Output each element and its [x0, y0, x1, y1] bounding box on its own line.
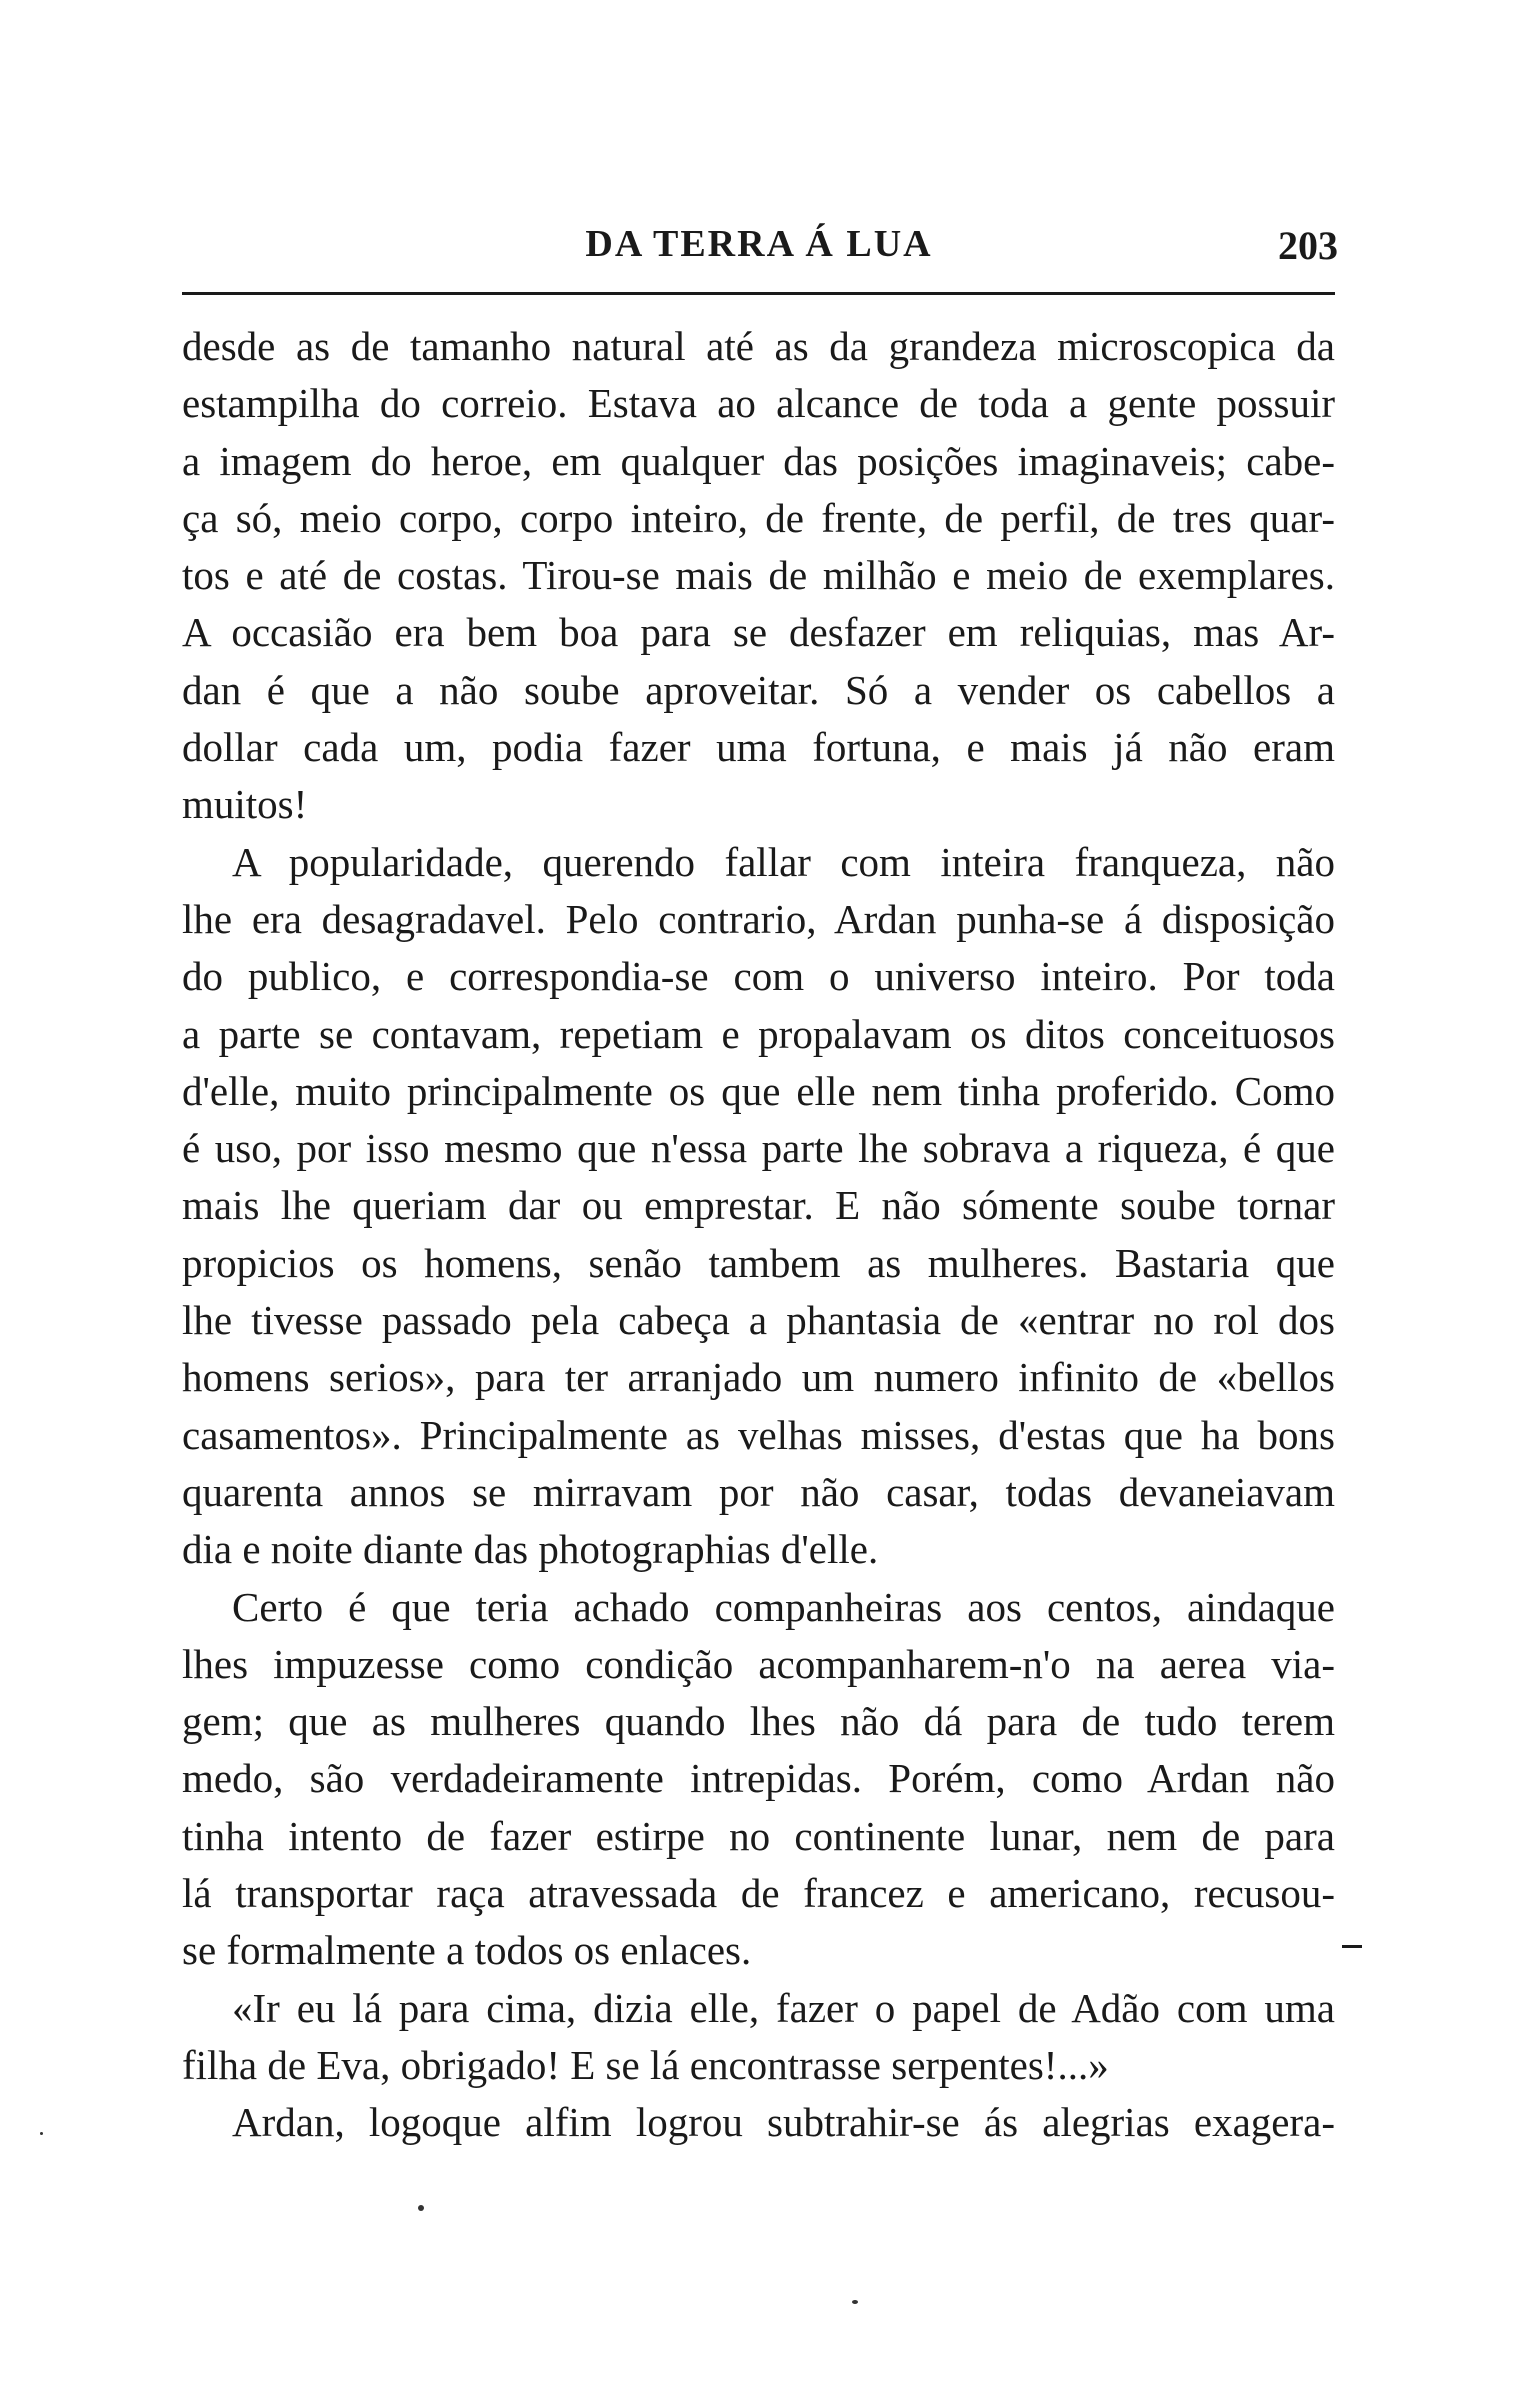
- text-line: filha de Eva, obrigado! E se lá encontrasse serpentes!...»: [182, 2041, 1109, 2088]
- text-line: lá transportar raça atravessada de francez e americano, recusou-: [182, 1870, 1335, 1917]
- text-line: medo, são verdadeiramente intrepidas. Porém, como Ardan não: [182, 1755, 1335, 1802]
- text-line: quarenta annos se mirravam por não casar, todas devaneiavam: [182, 1468, 1335, 1515]
- text-line: d'elle, muito principalmente os que elle nem tinha proferido. Como: [182, 1067, 1335, 1114]
- text-line: propicios os homens, senão tambem as mulheres. Bastaria que: [182, 1239, 1335, 1286]
- text-line: lhe era desagradavel. Pelo contrario, Ardan punha-se á disposição: [182, 895, 1335, 942]
- text-line: a parte se contavam, repetiam e propalavam os ditos conceituosos: [182, 1010, 1335, 1057]
- text-line: casamentos». Principalmente as velhas misses, d'estas que ha bons: [182, 1411, 1335, 1458]
- text-line: se formalmente a todos os enlaces.: [182, 1927, 752, 1974]
- body-text: [182, 318, 1335, 2152]
- text-line: A occasião era bem boa para se desfazer em reliquias, mas Ar-: [182, 609, 1335, 656]
- ink-speck: [418, 2205, 424, 2211]
- text-line: mais lhe queriam dar ou emprestar. E não sómente soube tornar: [182, 1182, 1335, 1229]
- text-line: tinha intento de fazer estirpe no continente lunar, nem de para: [182, 1812, 1335, 1859]
- paragraph-first-line: A popularidade, querendo fallar com inteira franqueza, não: [232, 838, 1335, 885]
- paragraph-first-line: Ardan, logoque alfim logrou subtrahir-se ás alegrias exagera-: [232, 2099, 1335, 2146]
- text-line: ça só, meio corpo, corpo inteiro, de frente, de perfil, de tres quar-: [182, 494, 1335, 541]
- text-line: homens serios», para ter arranjado um numero infinito de «bellos: [182, 1354, 1335, 1401]
- text-line: a imagem do heroe, em qualquer das posições imaginaveis; cabe-: [182, 437, 1335, 484]
- page-number: 203: [1278, 223, 1338, 268]
- paragraph-first-line: «Ir eu lá para cima, dizia elle, fazer o papel de Adão com uma: [232, 1984, 1335, 2031]
- text-line: dan é que a não soube aproveitar. Só a vender os cabellos a: [182, 666, 1335, 713]
- text-line: do publico, e correspondia-se com o universo inteiro. Por toda: [182, 953, 1335, 1000]
- header-rule: [182, 292, 1335, 295]
- text-line: lhes impuzesse como condição acompanharem-n'o na aerea via-: [182, 1640, 1335, 1687]
- text-line: estampilha do correio. Estava ao alcance de toda a gente possuir: [182, 380, 1335, 427]
- text-line: dia e noite diante das photographias d'elle.: [182, 1526, 879, 1573]
- text-line: desde as de tamanho natural até as da grandeza microscopica da: [182, 323, 1335, 369]
- text-line: muitos!: [182, 781, 308, 828]
- paragraph-first-line: Certo é que teria achado companheiras aos centos, aindaque: [232, 1583, 1335, 1630]
- ink-speck: [40, 2132, 43, 2135]
- text-line: dollar cada um, podia fazer uma fortuna, e mais já não eram: [182, 724, 1335, 771]
- text-line: tos e até de costas. Tirou-se mais de milhão e meio de exemplares.: [182, 552, 1335, 599]
- running-head: [180, 222, 1338, 282]
- text-line: lhe tivesse passado pela cabeça a phantasia de «entrar no rol dos: [182, 1297, 1335, 1344]
- ink-speck: [852, 2300, 858, 2304]
- text-line: gem; que as mulheres quando lhes não dá para de tudo terem: [182, 1698, 1335, 1745]
- running-title: DA TERRA Á LUA: [585, 223, 933, 265]
- margin-mark: [1342, 1945, 1362, 1948]
- text-line: é uso, por isso mesmo que n'essa parte lhe sobrava a riqueza, é que: [182, 1125, 1335, 1172]
